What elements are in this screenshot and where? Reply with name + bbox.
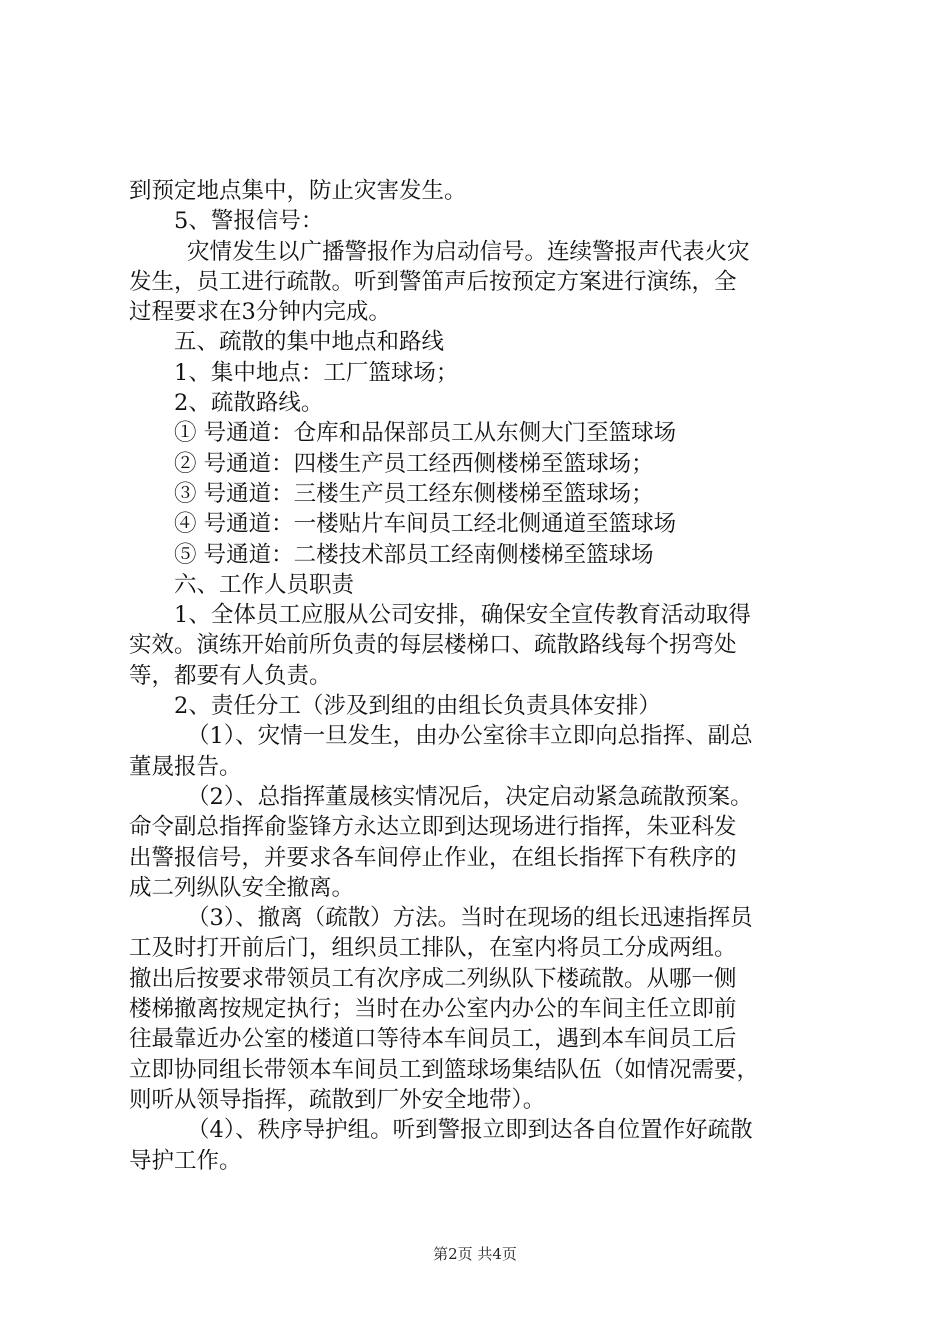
text-line: 董晟报告。 — [129, 753, 242, 780]
text-line: 到预定地点集中，防止灾害发生。 — [129, 178, 467, 204]
text-line: 立即协同组长带领本车间员工到篮球场集结队伍（如情况需要， — [129, 1056, 760, 1083]
text-line: 1、集中地点：工厂篮球场； — [174, 359, 459, 386]
text-line: 出警报信号，并要求各车间停止作业，在组长指挥下有秩序的 — [129, 844, 737, 871]
text-line: 灾情发生以广播警报作为启动信号。连续警报声代表火灾 — [187, 238, 750, 265]
text-line: ① 号通道：仓库和品保部员工从东侧大门至篮球场 — [174, 420, 677, 447]
text-line: 2、责任分工（涉及到组的由组长负责具体安排） — [174, 693, 661, 720]
text-line: （2）、总指挥董晟核实情况后，决定启动紧急疏散预案。 — [187, 783, 753, 810]
text-line: 等，都要有人负责。 — [129, 662, 332, 689]
text-line: ③ 号通道：三楼生产员工经东侧楼梯至篮球场； — [174, 480, 654, 507]
text-line: ② 号通道：四楼生产员工经西侧楼梯至篮球场； — [174, 450, 654, 477]
text-line: （1）、灾情一旦发生，由办公室徐丰立即向总指挥、副总 — [187, 723, 753, 750]
text-line: 2、疏散路线。 — [174, 390, 324, 417]
text-line: 实效。演练开始前所负责的每层楼梯口、疏散路线每个拐弯处 — [129, 632, 737, 659]
text-line: 五、疏散的集中地点和路线 — [174, 329, 445, 356]
text-line: 楼梯撤离按规定执行；当时在办公室内办公的车间主任立即前 — [129, 996, 737, 1023]
text-line: 往最靠近办公室的楼道口等待本车间员工，遇到本车间员工后 — [129, 1026, 737, 1053]
text-line: ④ 号通道：一楼贴片车间员工经北侧通道至篮球场 — [174, 511, 677, 538]
text-line: 命令副总指挥俞鉴锋方永达立即到达现场进行指挥，朱亚科发 — [129, 814, 737, 841]
document-body — [129, 176, 829, 1176]
text-line: 撤出后按要求带领员工有次序成二列纵队下楼疏散。从哪一侧 — [129, 965, 737, 992]
text-line: 导护工作。 — [129, 1147, 242, 1174]
text-line: 成二列纵队安全撤离。 — [129, 874, 355, 901]
text-line: 过程要求在3分钟内完成。 — [129, 299, 391, 326]
text-line: 5、警报信号： — [174, 208, 324, 235]
text-line: （4）、秩序导护组。听到警报立即到达各自位置作好疏散 — [187, 1117, 753, 1144]
text-line: ⑤ 号通道：二楼技术部员工经南侧楼梯至篮球场 — [174, 541, 654, 568]
text-line: 则听从领导指挥，疏散到厂外安全地带）。 — [129, 1086, 546, 1113]
text-line: 六、工作人员职责 — [174, 571, 355, 598]
text-line: （3）、撤离（疏散）方法。当时在现场的组长迅速指挥员 — [187, 905, 753, 932]
text-line: 发生，员工进行疏散。听到警笛声后按预定方案进行演练，全 — [129, 268, 737, 295]
page-footer: 第2页 共4页 — [433, 1245, 517, 1263]
text-line: 工及时打开前后门，组织员工排队，在室内将员工分成两组。 — [129, 935, 737, 962]
text-line: 1、全体员工应服从公司安排，确保安全宣传教育活动取得 — [174, 602, 751, 629]
